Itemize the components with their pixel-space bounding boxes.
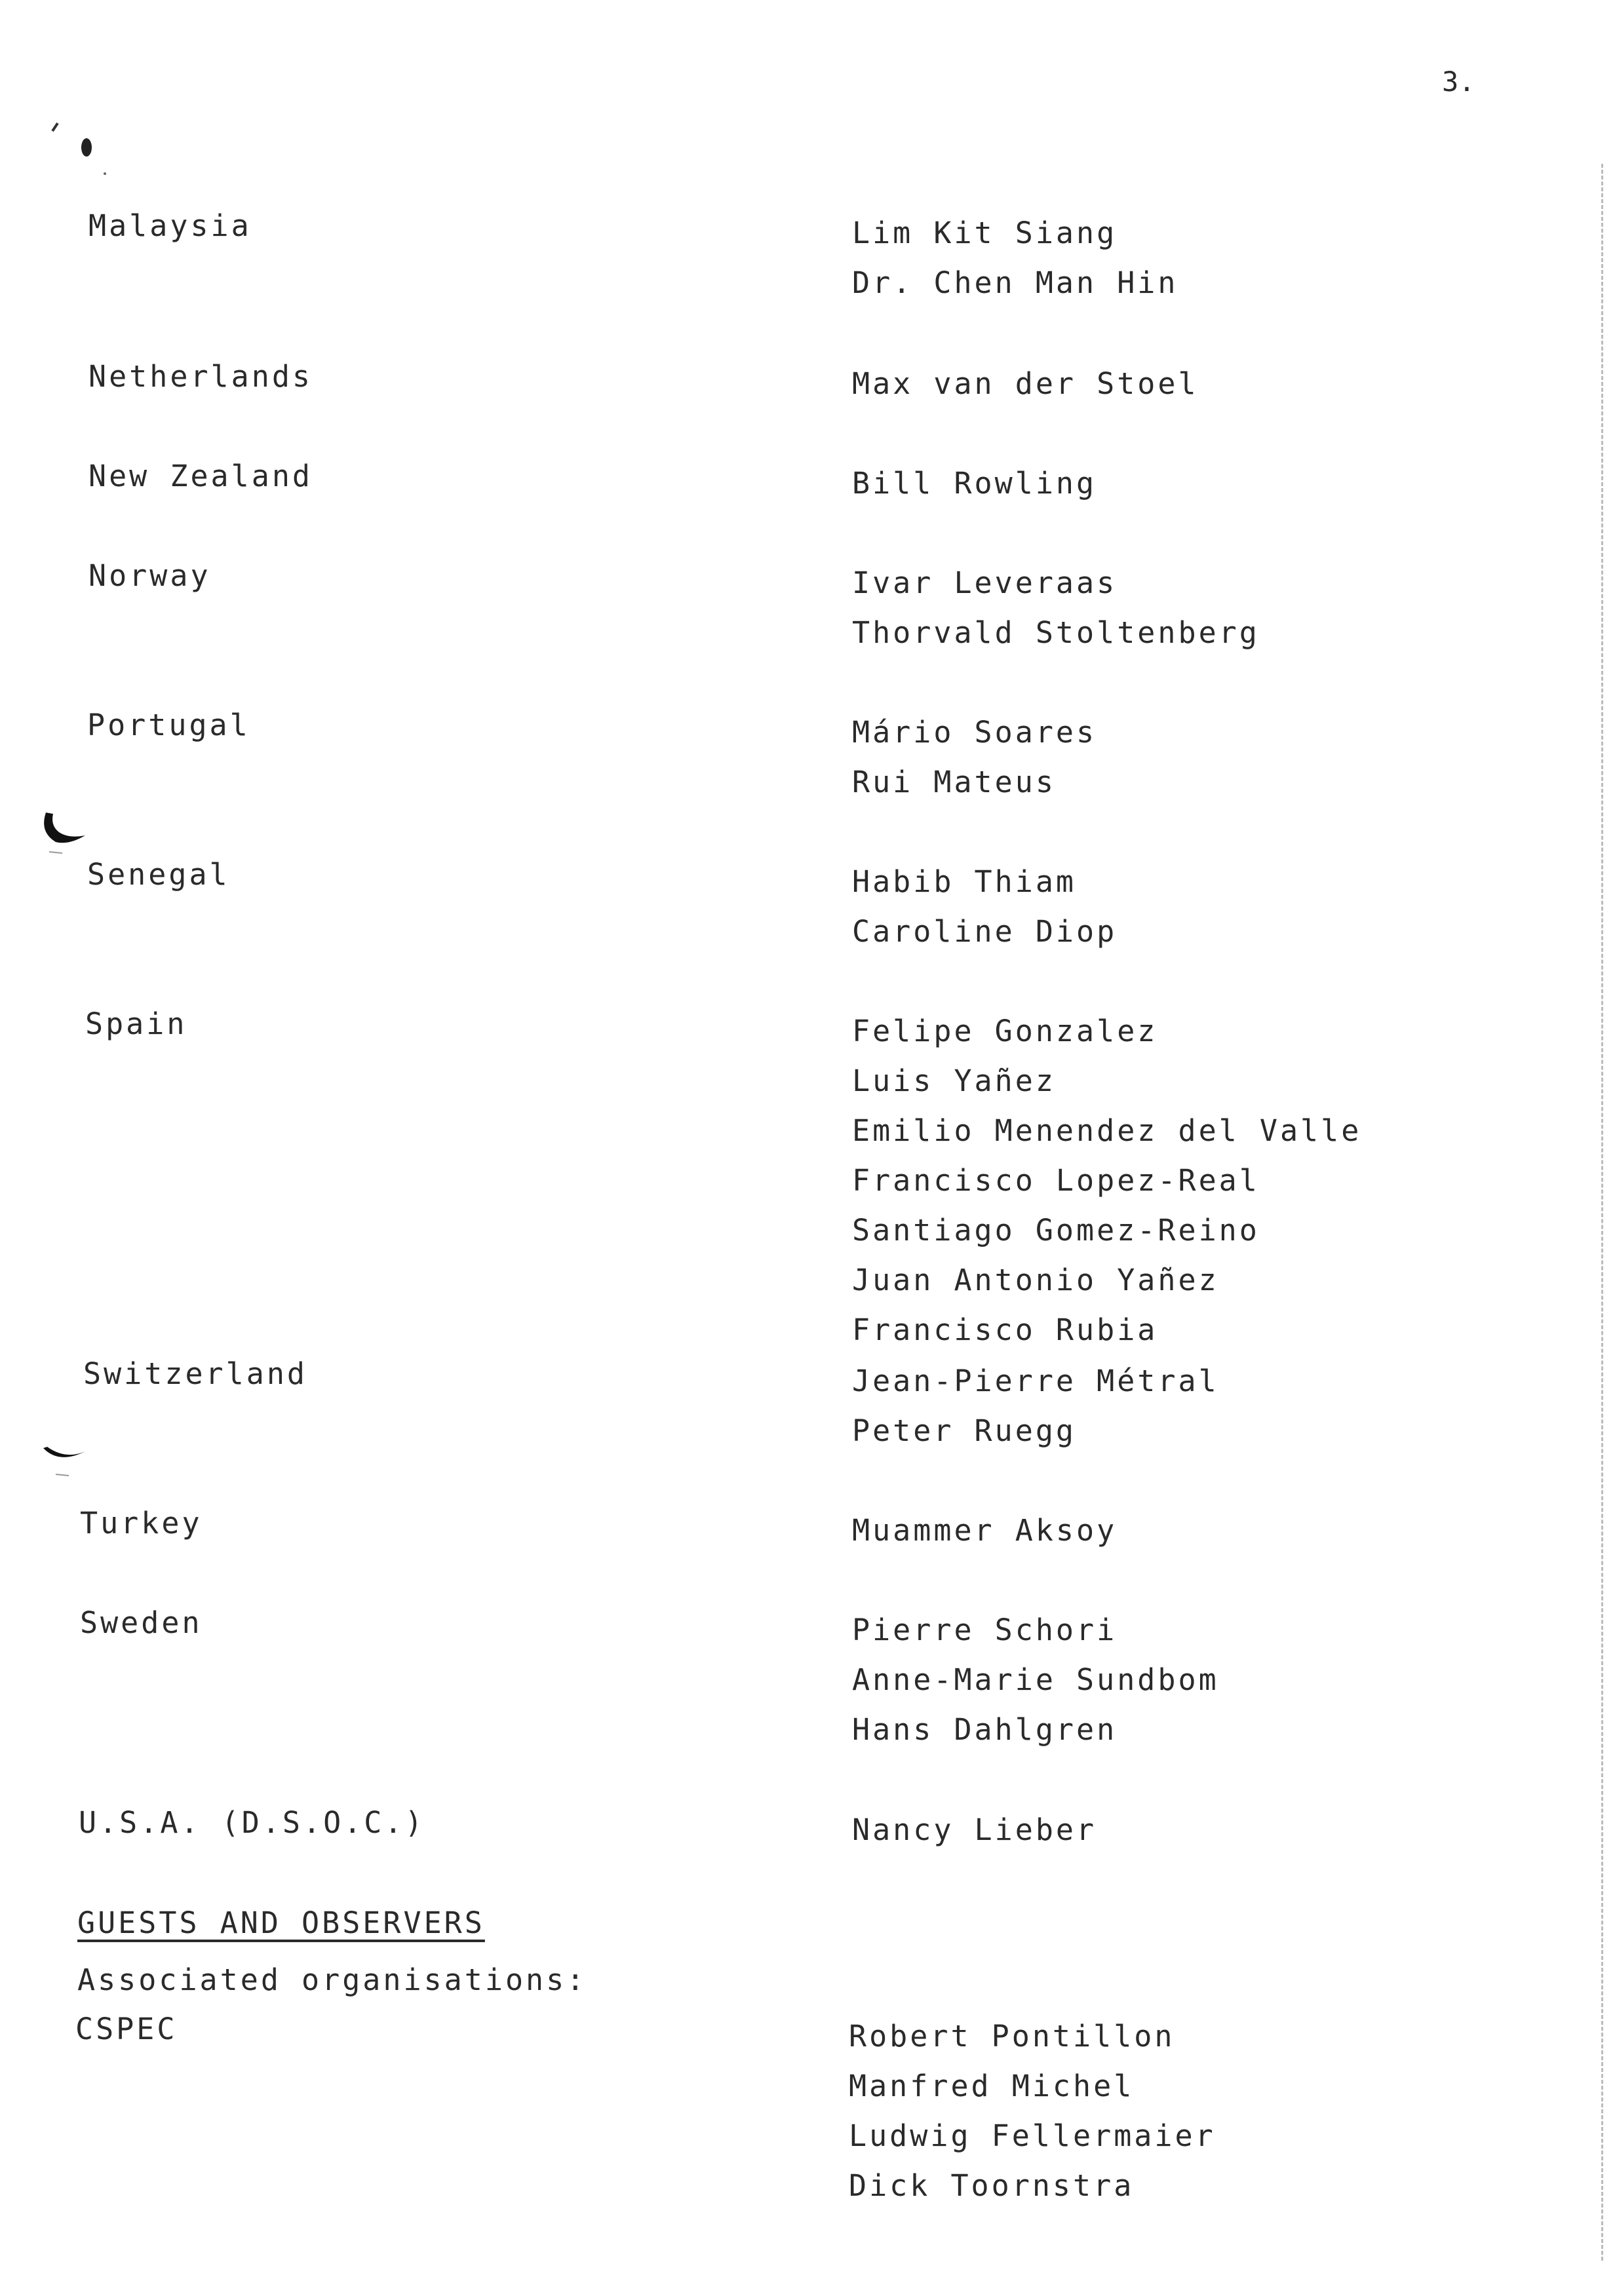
country-label: Spain <box>85 1006 187 1041</box>
punch-mark-top <box>46 118 111 177</box>
organisation-label: CSPEC <box>75 2012 178 2046</box>
country-label: Netherlands <box>88 359 313 394</box>
guest-name: Dick Toornstra <box>849 2168 1135 2203</box>
name-list <box>852 558 1260 658</box>
country-label: U.S.A. (D.S.O.C.) <box>79 1805 425 1840</box>
delegate-name: Luis Yañez <box>852 1063 1056 1098</box>
delegate-name: Francisco Lopez-Real <box>852 1163 1260 1198</box>
name-list <box>852 857 1117 957</box>
punch-mark-lower <box>39 1435 98 1481</box>
country-label: Norway <box>88 558 211 593</box>
country-label: Switzerland <box>83 1356 308 1391</box>
country-label: Turkey <box>80 1506 203 1540</box>
delegate-name: Felipe Gonzalez <box>852 1014 1158 1048</box>
delegate-name: Nancy Lieber <box>852 1812 1097 1847</box>
associated-organisations-label: Associated organisations: <box>77 1962 587 1997</box>
delegate-name: Hans Dahlgren <box>852 1712 1118 1747</box>
country-label: Sweden <box>80 1605 203 1640</box>
guest-name: Robert Pontillon <box>849 2019 1175 2054</box>
name-list <box>852 459 1097 508</box>
name-list <box>852 708 1097 807</box>
guest-name: Manfred Michel <box>849 2069 1135 2103</box>
delegate-name: Bill Rowling <box>852 466 1097 501</box>
name-list <box>852 1356 1219 1456</box>
delegate-name: Juan Antonio Yañez <box>852 1263 1219 1297</box>
scan-edge-line <box>1601 164 1603 2261</box>
delegate-name: Francisco Rubia <box>852 1312 1158 1347</box>
delegate-name: Dr. Chen Man Hin <box>852 265 1178 300</box>
name-list <box>852 1805 1097 1855</box>
delegate-name: Max van der Stoel <box>852 366 1199 401</box>
delegate-name: Muammer Aksoy <box>852 1513 1118 1548</box>
country-label: Malaysia <box>88 208 252 243</box>
guests-heading: GUESTS AND OBSERVERS <box>77 1905 485 1940</box>
delegate-name: Ivar Leveraas <box>852 565 1118 600</box>
delegate-name: Thorvald Stoltenberg <box>852 615 1260 650</box>
country-label: Portugal <box>87 708 250 742</box>
delegate-name: Lim Kit Siang <box>852 216 1118 250</box>
delegate-name: Peter Ruegg <box>852 1413 1077 1448</box>
guest-name-list <box>849 2012 1216 2211</box>
country-label: New Zealand <box>88 459 313 493</box>
delegate-name: Rui Mateus <box>852 765 1056 799</box>
name-list <box>852 208 1178 308</box>
name-list <box>852 1506 1117 1556</box>
delegate-name: Caroline Diop <box>852 914 1118 949</box>
name-list <box>852 1006 1361 1355</box>
delegate-name: Anne-Marie Sundbom <box>852 1662 1219 1697</box>
delegate-name: Pierre Schori <box>852 1613 1118 1647</box>
delegate-name: Jean-Pierre Métral <box>852 1364 1219 1398</box>
delegate-name: Habib Thiam <box>852 864 1077 899</box>
delegate-name: Emilio Menendez del Valle <box>852 1113 1362 1148</box>
guest-name: Ludwig Fellermaier <box>849 2118 1216 2153</box>
page-number: 3. <box>1442 66 1475 98</box>
delegate-name: Mário Soares <box>852 715 1097 750</box>
name-list <box>852 1605 1219 1755</box>
name-list <box>852 359 1199 409</box>
delegate-name: Santiago Gomez-Reino <box>852 1213 1260 1248</box>
punch-mark-middle <box>36 806 95 858</box>
country-label: Senegal <box>87 857 230 892</box>
